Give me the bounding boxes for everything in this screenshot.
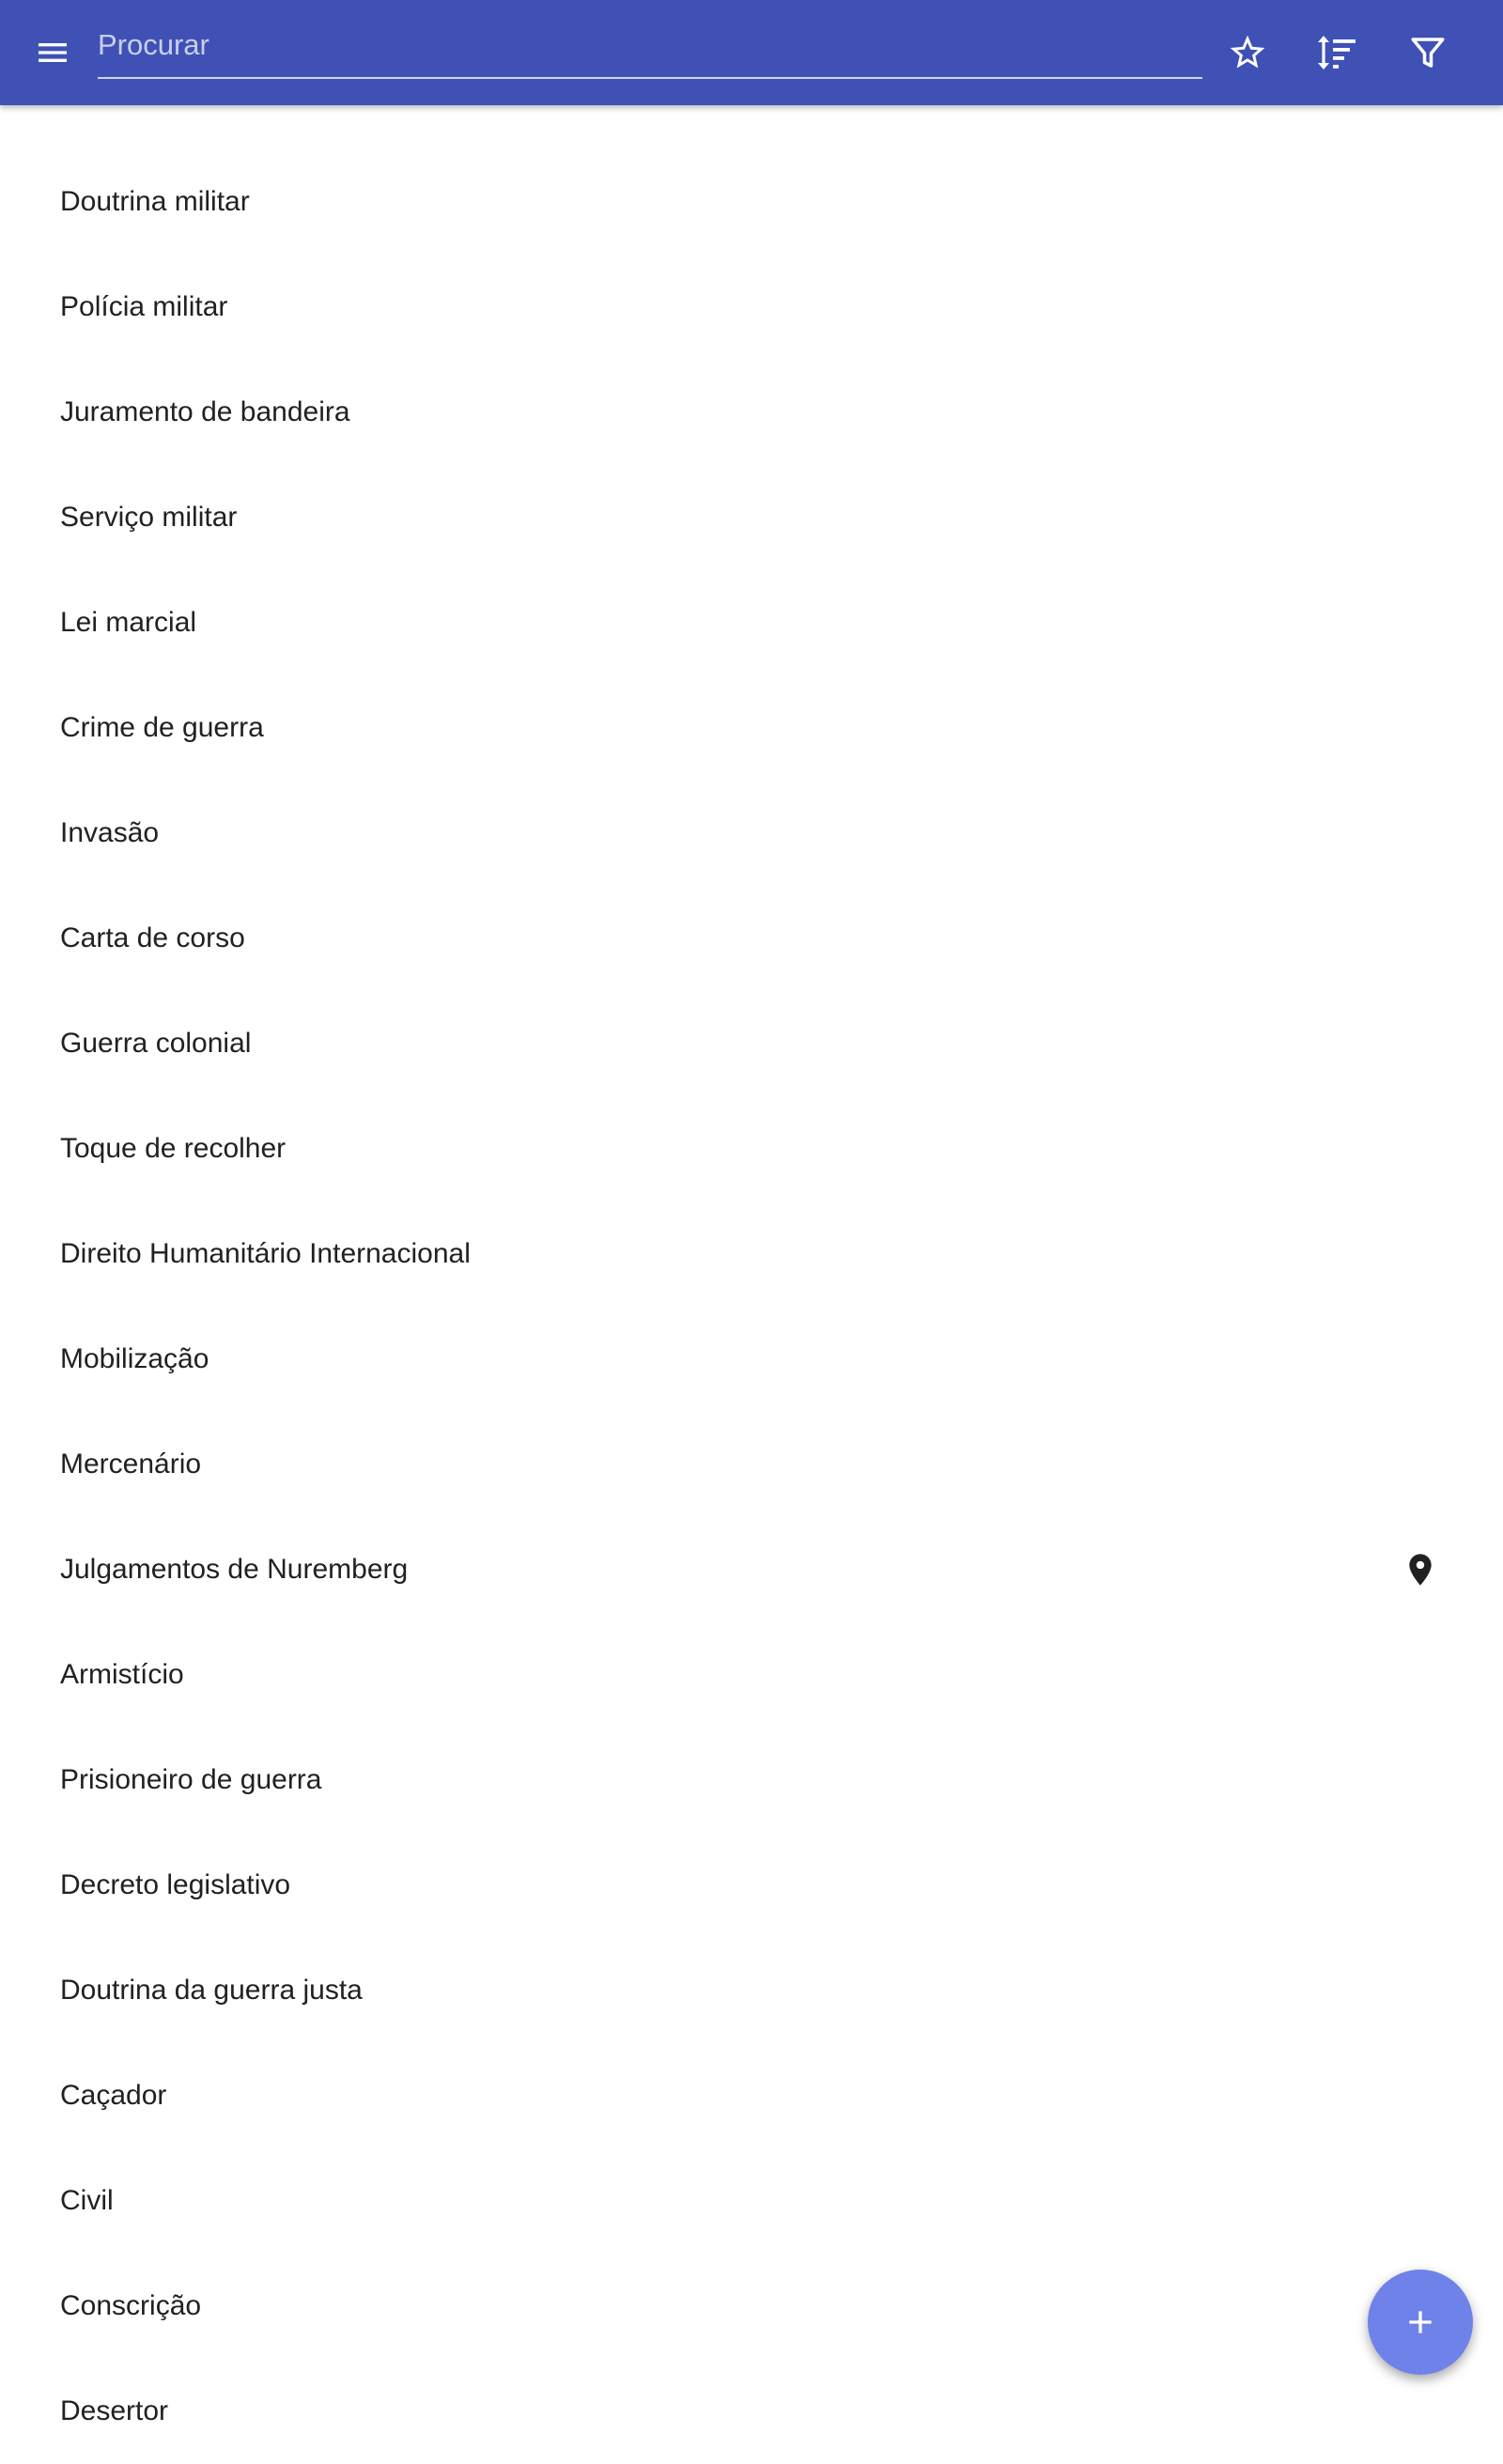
list-item-label: Caçador bbox=[60, 2080, 167, 2111]
list-item[interactable] bbox=[0, 465, 1503, 570]
list-item-label: Civil bbox=[60, 2185, 114, 2216]
list-item-label: Serviço militar bbox=[60, 502, 238, 533]
list-item-label: Doutrina militar bbox=[60, 186, 250, 217]
list-item[interactable] bbox=[0, 149, 1503, 255]
list-item-label: Lei marcial bbox=[60, 607, 197, 638]
sort-icon[interactable] bbox=[1299, 15, 1374, 90]
filter-outline-icon[interactable] bbox=[1390, 15, 1465, 90]
list-item[interactable] bbox=[0, 1307, 1503, 1412]
list-item[interactable] bbox=[0, 1622, 1503, 1728]
list-item[interactable] bbox=[0, 991, 1503, 1096]
top-app-bar bbox=[0, 0, 1503, 105]
list-item-label: Invasão bbox=[60, 817, 160, 848]
hamburger-menu-icon[interactable] bbox=[15, 15, 90, 90]
list-item-label: Toque de recolher bbox=[60, 1133, 287, 1164]
list-item[interactable] bbox=[0, 360, 1503, 465]
list-item[interactable] bbox=[0, 886, 1503, 991]
list-item[interactable] bbox=[0, 2148, 1503, 2254]
list-item[interactable] bbox=[0, 1833, 1503, 1938]
list-item[interactable] bbox=[0, 781, 1503, 886]
list-item-label: Crime de guerra bbox=[60, 712, 264, 743]
list-item-label: Prisioneiro de guerra bbox=[60, 1764, 322, 1795]
list-item-label: Desertor bbox=[60, 2395, 169, 2426]
list-item-label: Decreto legislativo bbox=[60, 1869, 291, 1900]
list-item-label: Direito Humanitário Internacional bbox=[60, 1238, 471, 1269]
list-item[interactable] bbox=[0, 2359, 1503, 2464]
add-button[interactable] bbox=[1368, 2270, 1473, 2375]
star-outline-icon[interactable] bbox=[1210, 15, 1285, 90]
list-item-label: Mobilização bbox=[60, 1343, 209, 1374]
list-item[interactable] bbox=[0, 570, 1503, 675]
list-item[interactable] bbox=[0, 255, 1503, 360]
list-item-label: Conscrição bbox=[60, 2290, 202, 2321]
list-item[interactable] bbox=[0, 675, 1503, 781]
list-item[interactable] bbox=[0, 1201, 1503, 1307]
list-item[interactable] bbox=[0, 2043, 1503, 2148]
list-item-label: Doutrina da guerra justa bbox=[60, 1975, 363, 2006]
list-item-label: Juramento de bandeira bbox=[60, 396, 350, 427]
list-item[interactable] bbox=[0, 1096, 1503, 1201]
list-item-label: Polícia militar bbox=[60, 291, 228, 322]
list-item[interactable] bbox=[0, 1938, 1503, 2043]
list-item-label: Carta de corso bbox=[60, 922, 245, 953]
list-item-label: Julgamentos de Nuremberg bbox=[60, 1554, 409, 1585]
list-item[interactable] bbox=[0, 1412, 1503, 1517]
list-item[interactable] bbox=[0, 1517, 1503, 1622]
map-marker-icon[interactable] bbox=[1400, 1549, 1441, 1590]
list-item-label: Armistício bbox=[60, 1659, 184, 1690]
plus-icon bbox=[1402, 2303, 1439, 2341]
list-item[interactable] bbox=[0, 1728, 1503, 1833]
topic-list bbox=[0, 105, 1503, 2464]
list-item-label: Mercenário bbox=[60, 1449, 202, 1480]
list-item-label: Guerra colonial bbox=[60, 1028, 252, 1059]
list-item[interactable] bbox=[0, 2254, 1503, 2359]
search-input[interactable] bbox=[98, 21, 1202, 70]
search-field bbox=[98, 21, 1202, 79]
